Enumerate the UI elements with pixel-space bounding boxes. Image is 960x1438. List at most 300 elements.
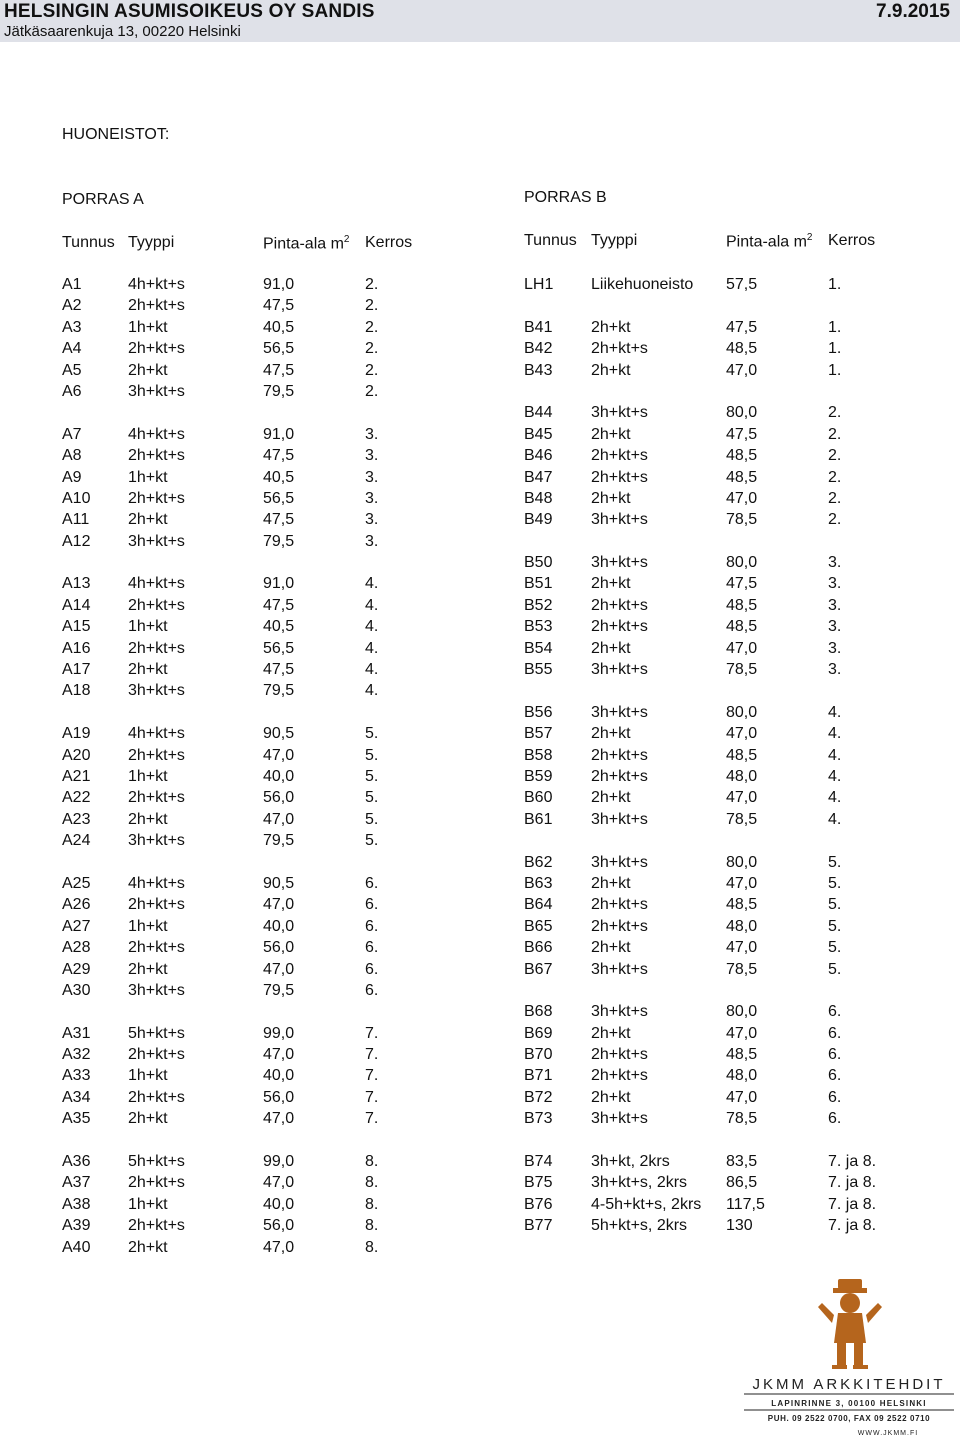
cell-pinta-ala: 83,5 bbox=[726, 1153, 758, 1171]
cell-tyyppi: 4h+kt+s bbox=[128, 575, 185, 593]
table-row bbox=[524, 809, 954, 830]
cell-kerros: 4. bbox=[828, 725, 842, 743]
table-row bbox=[524, 1065, 954, 1086]
table-row bbox=[524, 467, 954, 488]
cell-tyyppi: 3h+kt+s bbox=[591, 511, 648, 529]
cell-pinta-ala: 47,0 bbox=[726, 789, 758, 807]
row-group bbox=[62, 1151, 442, 1258]
cell-tyyppi: 2h+kt+s bbox=[128, 1217, 185, 1235]
cell-tunnus: B55 bbox=[524, 661, 553, 679]
cell-pinta-ala: 56,0 bbox=[263, 939, 295, 957]
cell-kerros: 2. bbox=[828, 468, 842, 486]
cell-kerros: 6. bbox=[828, 1046, 842, 1064]
cell-tyyppi: 1h+kt bbox=[128, 1195, 168, 1213]
cell-kerros: 4. bbox=[365, 596, 379, 614]
table-row bbox=[62, 1172, 442, 1193]
cell-tunnus: A9 bbox=[62, 468, 82, 486]
cell-kerros: 3. bbox=[828, 596, 842, 614]
table-row bbox=[524, 723, 954, 744]
cell-tyyppi: 2h+kt+s bbox=[128, 297, 185, 315]
cell-tunnus: B69 bbox=[524, 1024, 553, 1042]
cell-tyyppi: 2h+kt bbox=[591, 489, 631, 507]
cell-pinta-ala: 47,0 bbox=[726, 1088, 758, 1106]
cell-tunnus: B43 bbox=[524, 361, 553, 379]
table-row bbox=[62, 659, 442, 680]
cell-kerros: 8. bbox=[365, 1153, 379, 1171]
cell-tunnus: A22 bbox=[62, 789, 91, 807]
cell-pinta-ala: 48,0 bbox=[726, 1067, 758, 1085]
cell-pinta-ala: 47,5 bbox=[726, 575, 758, 593]
cell-kerros: 6. bbox=[365, 960, 379, 978]
cell-kerros: 7. bbox=[365, 1024, 379, 1042]
row-group bbox=[62, 723, 442, 851]
cell-kerros: 1. bbox=[828, 361, 842, 379]
cell-pinta-ala: 47,5 bbox=[726, 425, 758, 443]
cell-pinta-ala: 40,0 bbox=[263, 917, 295, 935]
col-header-kerros-b: Kerros bbox=[828, 232, 876, 249]
cell-kerros: 6. bbox=[828, 1067, 842, 1085]
cell-tyyppi: 2h+kt bbox=[591, 361, 631, 379]
cell-kerros: 3. bbox=[828, 575, 842, 593]
cell-tunnus: B44 bbox=[524, 404, 553, 422]
table-row bbox=[62, 467, 442, 488]
cell-kerros: 3. bbox=[828, 618, 842, 636]
cell-kerros: 2. bbox=[365, 382, 379, 400]
cell-kerros: 7. ja 8. bbox=[828, 1174, 877, 1192]
cell-tunnus: A3 bbox=[62, 318, 82, 336]
cell-tyyppi: 2h+kt bbox=[128, 960, 168, 978]
cell-tyyppi: 3h+kt+s bbox=[591, 810, 648, 828]
cell-tunnus: B58 bbox=[524, 746, 553, 764]
table-row bbox=[524, 787, 954, 808]
cell-tyyppi: 2h+kt bbox=[591, 318, 631, 336]
cell-tunnus: B52 bbox=[524, 596, 553, 614]
cell-pinta-ala: 48,5 bbox=[726, 468, 758, 486]
table-row bbox=[524, 616, 954, 637]
cell-pinta-ala: 47,5 bbox=[263, 596, 295, 614]
cell-kerros: 5. bbox=[828, 939, 842, 957]
cell-tunnus: B62 bbox=[524, 853, 553, 871]
cell-tyyppi: 2h+kt+s bbox=[128, 789, 185, 807]
cell-kerros: 7. bbox=[365, 1110, 379, 1128]
section-title: HUONEISTOT: bbox=[62, 126, 170, 143]
cell-tunnus: A30 bbox=[62, 981, 91, 999]
cell-kerros: 8. bbox=[365, 1217, 379, 1235]
cell-pinta-ala: 48,5 bbox=[726, 340, 758, 358]
company-name: HELSINGIN ASUMISOIKEUS OY SANDIS bbox=[4, 1, 375, 22]
cell-pinta-ala: 56,0 bbox=[263, 1088, 295, 1106]
cell-kerros: 3. bbox=[828, 554, 842, 572]
cell-tunnus: A28 bbox=[62, 939, 91, 957]
cell-kerros: 2. bbox=[365, 276, 379, 293]
cell-tunnus: B57 bbox=[524, 725, 553, 743]
cell-tyyppi: 3h+kt+s bbox=[128, 532, 185, 550]
cell-pinta-ala: 86,5 bbox=[726, 1174, 758, 1192]
table-row bbox=[524, 1215, 954, 1236]
table-row bbox=[62, 959, 442, 980]
cell-tyyppi: 2h+kt+s bbox=[591, 896, 648, 914]
cell-tunnus: B67 bbox=[524, 960, 553, 978]
table-row bbox=[524, 424, 954, 445]
cell-tunnus: B63 bbox=[524, 874, 553, 892]
cell-tunnus: B48 bbox=[524, 489, 553, 507]
row-group bbox=[524, 552, 954, 680]
table-row bbox=[524, 1151, 954, 1172]
table-row bbox=[524, 894, 954, 915]
cell-tunnus: A10 bbox=[62, 489, 91, 507]
table-row bbox=[62, 1151, 442, 1172]
cell-pinta-ala: 80,0 bbox=[726, 1003, 758, 1021]
table-row bbox=[62, 638, 442, 659]
logo-phone: PUH. 09 2522 0700, FAX 09 2522 0710 bbox=[767, 1414, 931, 1423]
cell-tunnus: A16 bbox=[62, 639, 91, 657]
table-row bbox=[524, 595, 954, 616]
row-group bbox=[62, 573, 442, 701]
cell-tunnus: A35 bbox=[62, 1110, 91, 1128]
cell-kerros: 2. bbox=[365, 340, 379, 358]
cell-tunnus: A11 bbox=[62, 511, 90, 529]
cell-kerros: 8. bbox=[365, 1174, 379, 1192]
cell-pinta-ala: 47,5 bbox=[263, 361, 295, 379]
cell-tunnus: A13 bbox=[62, 575, 91, 593]
cell-tunnus: A29 bbox=[62, 960, 91, 978]
cell-tyyppi: 2h+kt+s bbox=[591, 596, 648, 614]
table-row bbox=[62, 1108, 442, 1129]
table-row bbox=[62, 1215, 442, 1236]
cell-tunnus: A20 bbox=[62, 746, 91, 764]
cell-kerros: 5. bbox=[828, 896, 842, 914]
cell-pinta-ala: 56,5 bbox=[263, 639, 295, 657]
cell-pinta-ala: 48,5 bbox=[726, 618, 758, 636]
cell-tunnus: B70 bbox=[524, 1046, 553, 1064]
table-row bbox=[524, 638, 954, 659]
col-header-tyyppi-b: Tyyppi bbox=[591, 232, 638, 249]
cell-kerros: 4. bbox=[365, 575, 379, 593]
cell-tunnus: B42 bbox=[524, 340, 553, 358]
cell-tyyppi: 2h+kt+s bbox=[591, 340, 648, 358]
table-row bbox=[524, 1108, 954, 1129]
table-row bbox=[524, 745, 954, 766]
cell-kerros: 6. bbox=[828, 1110, 842, 1128]
cell-tyyppi: 2h+kt bbox=[591, 425, 631, 443]
cell-tyyppi: 1h+kt bbox=[128, 767, 168, 785]
cell-tunnus: A6 bbox=[62, 382, 82, 400]
cell-pinta-ala: 40,0 bbox=[263, 1195, 295, 1213]
cell-tyyppi: 2h+kt+s bbox=[128, 340, 185, 358]
cell-tunnus: A7 bbox=[62, 425, 82, 443]
table-row bbox=[524, 552, 954, 573]
table-row bbox=[524, 1023, 954, 1044]
table-row bbox=[524, 1001, 954, 1022]
table-row bbox=[62, 937, 442, 958]
table-row bbox=[62, 274, 442, 295]
cell-tunnus: A5 bbox=[62, 361, 82, 379]
cell-tyyppi: 2h+kt+s bbox=[128, 1046, 185, 1064]
cell-tunnus: B53 bbox=[524, 618, 553, 636]
cell-kerros: 8. bbox=[365, 1238, 379, 1256]
cell-tyyppi: 4h+kt+s bbox=[128, 425, 185, 443]
cell-tunnus: B73 bbox=[524, 1110, 553, 1128]
cell-tyyppi: 2h+kt bbox=[591, 725, 631, 743]
cell-tunnus: A27 bbox=[62, 917, 91, 935]
cell-tyyppi: Liikehuoneisto bbox=[591, 276, 694, 293]
cell-pinta-ala: 48,5 bbox=[726, 596, 758, 614]
table-row bbox=[524, 873, 954, 894]
cell-pinta-ala: 79,5 bbox=[263, 981, 295, 999]
cell-tyyppi: 2h+kt+s bbox=[591, 1046, 648, 1064]
cell-pinta-ala: 79,5 bbox=[263, 532, 295, 550]
cell-kerros: 7. bbox=[365, 1088, 379, 1106]
cell-tunnus: B66 bbox=[524, 939, 553, 957]
cell-tyyppi: 3h+kt+s bbox=[591, 404, 648, 422]
table-row bbox=[62, 488, 442, 509]
table-row bbox=[62, 360, 442, 381]
cell-pinta-ala: 47,0 bbox=[263, 1238, 295, 1256]
row-group bbox=[62, 274, 442, 402]
table-row bbox=[62, 723, 442, 744]
cell-pinta-ala: 91,0 bbox=[263, 276, 295, 293]
col-header-pinta-ala-b: Pinta-ala $m^2$ bbox=[726, 232, 813, 251]
cell-tyyppi: 2h+kt bbox=[591, 939, 631, 957]
table-row bbox=[524, 959, 954, 980]
cell-kerros: 6. bbox=[828, 1003, 842, 1021]
cell-kerros: 5. bbox=[828, 853, 842, 871]
cell-tyyppi: 2h+kt+s bbox=[128, 896, 185, 914]
cell-pinta-ala: 78,5 bbox=[726, 810, 758, 828]
cell-tyyppi: 3h+kt, 2krs bbox=[591, 1153, 670, 1171]
cell-tyyppi: 2h+kt bbox=[128, 361, 168, 379]
cell-kerros: 4. bbox=[365, 618, 379, 636]
cell-pinta-ala: 47,0 bbox=[263, 1046, 295, 1064]
table-row bbox=[62, 830, 442, 851]
document-date: 7.9.2015 bbox=[876, 1, 950, 22]
cell-tunnus: B47 bbox=[524, 468, 553, 486]
porras-a-title: PORRAS A bbox=[62, 191, 144, 208]
table-row bbox=[62, 1065, 442, 1086]
cell-tyyppi: 2h+kt+s bbox=[128, 639, 185, 657]
cell-pinta-ala: 80,0 bbox=[726, 404, 758, 422]
cell-tunnus: A24 bbox=[62, 832, 91, 850]
cell-tyyppi: 2h+kt bbox=[128, 810, 168, 828]
cell-pinta-ala: 48,5 bbox=[726, 746, 758, 764]
cell-tunnus: A8 bbox=[62, 447, 82, 465]
cell-kerros: 6. bbox=[828, 1088, 842, 1106]
cell-kerros: 2. bbox=[828, 511, 842, 529]
cell-pinta-ala: 47,0 bbox=[726, 489, 758, 507]
cell-tyyppi: 2h+kt+s bbox=[128, 1088, 185, 1106]
cell-tunnus: LH1 bbox=[524, 276, 554, 293]
col-header-tunnus-b: Tunnus bbox=[524, 232, 577, 249]
cell-pinta-ala: 57,5 bbox=[726, 276, 758, 293]
cell-pinta-ala: 47,0 bbox=[263, 1174, 295, 1192]
porras-a-table bbox=[62, 274, 442, 1279]
cell-pinta-ala: 47,0 bbox=[726, 1024, 758, 1042]
cell-kerros: 4. bbox=[828, 789, 842, 807]
table-row bbox=[62, 1023, 442, 1044]
cell-pinta-ala: 48,5 bbox=[726, 447, 758, 465]
table-row bbox=[62, 573, 442, 594]
col-header-kerros-a: Kerros bbox=[365, 234, 413, 251]
cell-kerros: 5. bbox=[828, 917, 842, 935]
table-row bbox=[524, 1087, 954, 1108]
table-row bbox=[524, 1172, 954, 1193]
logo-name: JKMM ARKKITEHDIT bbox=[752, 1376, 946, 1393]
table-row bbox=[62, 980, 442, 1001]
cell-tyyppi: 2h+kt bbox=[591, 1024, 631, 1042]
table-row bbox=[62, 295, 442, 316]
col-header-tunnus-a: Tunnus bbox=[62, 234, 115, 251]
cell-pinta-ala: 48,0 bbox=[726, 767, 758, 785]
cell-tunnus: B46 bbox=[524, 447, 553, 465]
cell-kerros: 2. bbox=[365, 297, 379, 315]
table-row bbox=[62, 338, 442, 359]
cell-tyyppi: 2h+kt bbox=[591, 874, 631, 892]
cell-kerros: 4. bbox=[365, 682, 379, 700]
cell-pinta-ala: 47,5 bbox=[263, 661, 295, 679]
cell-tyyppi: 3h+kt+s bbox=[591, 661, 648, 679]
cell-tyyppi: 2h+kt+s bbox=[128, 447, 185, 465]
table-row bbox=[524, 402, 954, 423]
cell-tunnus: B74 bbox=[524, 1153, 553, 1171]
cell-pinta-ala: 47,0 bbox=[726, 639, 758, 657]
cell-tunnus: B75 bbox=[524, 1174, 553, 1192]
cell-tunnus: B56 bbox=[524, 703, 553, 721]
cell-kerros: 7. bbox=[365, 1067, 379, 1085]
cell-tyyppi: 1h+kt bbox=[128, 318, 168, 336]
table-row bbox=[524, 274, 954, 295]
cell-tunnus: A37 bbox=[62, 1174, 91, 1192]
table-row bbox=[524, 488, 954, 509]
cell-tunnus: A17 bbox=[62, 661, 91, 679]
cell-tyyppi: 5h+kt+s bbox=[128, 1024, 185, 1042]
cell-kerros: 3. bbox=[365, 468, 379, 486]
cell-tunnus: A34 bbox=[62, 1088, 91, 1106]
cell-kerros: 3. bbox=[365, 489, 379, 507]
cell-kerros: 6. bbox=[365, 874, 379, 892]
cell-tyyppi: 2h+kt bbox=[128, 661, 168, 679]
cell-pinta-ala: 99,0 bbox=[263, 1153, 295, 1171]
cell-tyyppi: 4h+kt+s bbox=[128, 276, 185, 293]
cell-tunnus: B60 bbox=[524, 789, 553, 807]
cell-pinta-ala: 40,5 bbox=[263, 318, 295, 336]
cell-pinta-ala: 40,5 bbox=[263, 618, 295, 636]
cell-tyyppi: 2h+kt+s bbox=[591, 618, 648, 636]
cell-kerros: 3. bbox=[365, 447, 379, 465]
cell-tunnus: A33 bbox=[62, 1067, 91, 1085]
cell-tyyppi: 1h+kt bbox=[128, 1067, 168, 1085]
cell-pinta-ala: 90,5 bbox=[263, 874, 295, 892]
cell-pinta-ala: 90,5 bbox=[263, 725, 295, 743]
cell-kerros: 7. ja 8. bbox=[828, 1153, 877, 1171]
table-row bbox=[524, 852, 954, 873]
table-row bbox=[524, 702, 954, 723]
cell-tyyppi: 2h+kt bbox=[591, 575, 631, 593]
cell-tyyppi: 2h+kt+s bbox=[128, 596, 185, 614]
cell-tunnus: A31 bbox=[62, 1024, 91, 1042]
cell-kerros: 2. bbox=[365, 318, 379, 336]
cell-pinta-ala: 47,5 bbox=[263, 297, 295, 315]
cell-kerros: 5. bbox=[365, 832, 379, 850]
table-row bbox=[62, 509, 442, 530]
cell-pinta-ala: 91,0 bbox=[263, 575, 295, 593]
cell-kerros: 1. bbox=[828, 276, 842, 293]
cell-tunnus: A19 bbox=[62, 725, 91, 743]
cell-kerros: 3. bbox=[365, 532, 379, 550]
cell-tunnus: A15 bbox=[62, 618, 91, 636]
cell-tyyppi: 1h+kt bbox=[128, 468, 168, 486]
cell-kerros: 2. bbox=[828, 447, 842, 465]
cell-kerros: 2. bbox=[828, 425, 842, 443]
table-row bbox=[62, 424, 442, 445]
cell-tyyppi: 3h+kt+s bbox=[591, 1110, 648, 1128]
cell-tyyppi: 2h+kt+s bbox=[128, 939, 185, 957]
col-header-pinta-ala-a: Pinta-ala $m^2$ bbox=[263, 234, 350, 253]
cell-tunnus: A36 bbox=[62, 1153, 91, 1171]
cell-tyyppi: 2h+kt+s bbox=[591, 767, 648, 785]
cell-pinta-ala: 78,5 bbox=[726, 960, 758, 978]
cell-kerros: 3. bbox=[828, 639, 842, 657]
cell-kerros: 3. bbox=[365, 425, 379, 443]
cell-pinta-ala: 78,5 bbox=[726, 661, 758, 679]
table-row bbox=[524, 317, 954, 338]
cell-tyyppi: 2h+kt+s bbox=[128, 489, 185, 507]
table-row bbox=[62, 595, 442, 616]
table-row bbox=[524, 509, 954, 530]
table-row bbox=[524, 1044, 954, 1065]
cell-pinta-ala: 40,5 bbox=[263, 468, 295, 486]
cell-tyyppi: 2h+kt+s bbox=[128, 746, 185, 764]
logo-web: WWW.JKMM.FI bbox=[857, 1430, 919, 1437]
cell-tyyppi: 3h+kt+s bbox=[591, 853, 648, 871]
cell-tunnus: B49 bbox=[524, 511, 553, 529]
cell-pinta-ala: 48,0 bbox=[726, 917, 758, 935]
cell-pinta-ala: 56,0 bbox=[263, 789, 295, 807]
cell-tyyppi: 3h+kt+s bbox=[128, 832, 185, 850]
row-group bbox=[524, 274, 954, 295]
cell-pinta-ala: 78,5 bbox=[726, 1110, 758, 1128]
cell-kerros: 1. bbox=[828, 340, 842, 358]
table-row bbox=[62, 381, 442, 402]
cell-kerros: 5. bbox=[365, 810, 379, 828]
table-row bbox=[62, 916, 442, 937]
table-row bbox=[524, 360, 954, 381]
cell-tunnus: B59 bbox=[524, 767, 553, 785]
table-row bbox=[524, 338, 954, 359]
table-row bbox=[62, 445, 442, 466]
cell-kerros: 3. bbox=[828, 661, 842, 679]
row-group bbox=[524, 702, 954, 830]
cell-kerros: 3. bbox=[365, 511, 379, 529]
cell-tyyppi: 2h+kt+s bbox=[591, 746, 648, 764]
cell-tunnus: A12 bbox=[62, 532, 91, 550]
cell-pinta-ala: 80,0 bbox=[726, 703, 758, 721]
cell-kerros: 6. bbox=[365, 939, 379, 957]
cell-tyyppi: 5h+kt+s, 2krs bbox=[591, 1217, 688, 1235]
row-group bbox=[62, 873, 442, 1001]
cell-tunnus: B50 bbox=[524, 554, 553, 572]
cell-pinta-ala: 80,0 bbox=[726, 554, 758, 572]
hat-figure-icon bbox=[818, 1279, 882, 1369]
cell-tyyppi: 1h+kt bbox=[128, 917, 168, 935]
cell-tyyppi: 3h+kt+s bbox=[591, 1003, 648, 1021]
cell-tyyppi: 2h+kt+s bbox=[591, 447, 648, 465]
cell-tunnus: A40 bbox=[62, 1238, 91, 1256]
cell-pinta-ala: 56,5 bbox=[263, 340, 295, 358]
cell-tunnus: A4 bbox=[62, 340, 82, 358]
cell-tyyppi: 2h+kt+s bbox=[591, 917, 648, 935]
cell-pinta-ala: 40,0 bbox=[263, 767, 295, 785]
cell-pinta-ala: 91,0 bbox=[263, 425, 295, 443]
